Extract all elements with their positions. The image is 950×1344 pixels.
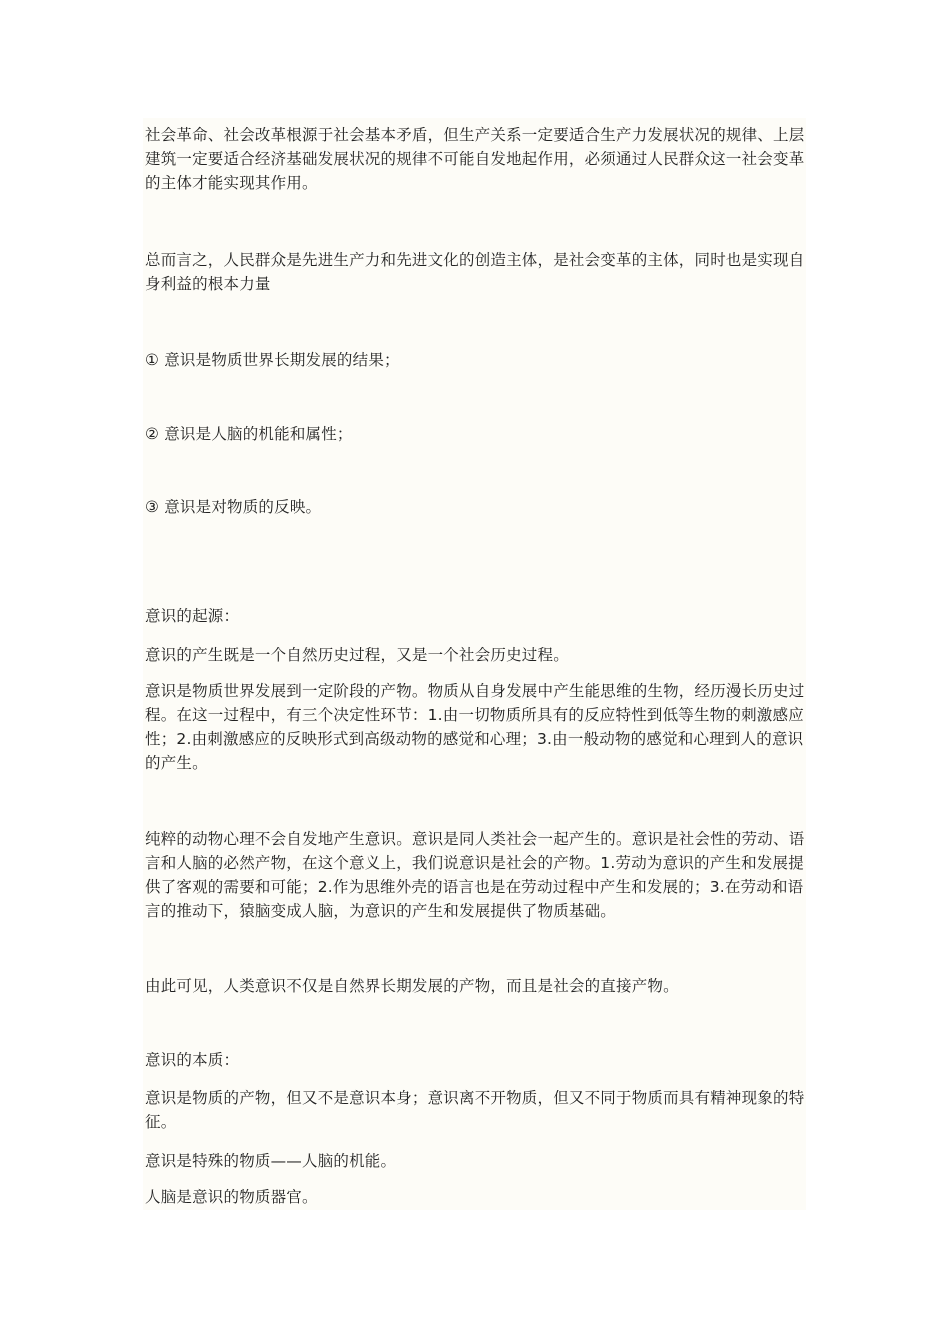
list-item-consciousness-brain: ② 意识是人脑的机能和属性； — [145, 425, 353, 443]
paragraph-origin-process: 意识的产生既是一个自然历史过程，又是一个社会历史过程。 — [145, 646, 569, 664]
list-item-consciousness-result: ① 意识是物质世界长期发展的结果； — [145, 351, 400, 369]
paragraph-social-product: 纯粹的动物心理不会自发地产生意识。意识是同人类社会一起产生的。意识是社会性的劳动、语言和人脑的必然产物，在这个意义上，我们说意识是社会的产物。1.劳动为意识的产生和发展提供了客观的需要和可能；2.作为思维外壳的语言也是在劳动过程中产生和发展的；3.在劳动和语言的推动下，猿脑变成人脑，为意识的产生和发展提供了物质基础。 — [145, 830, 805, 920]
paragraph-social-revolution: 社会革命、社会改革根源于社会基本矛盾，但生产关系一定要适合生产力发展状况的规律、上层建筑一定要适合经济基础发展状况的规律不可能自发地起作用，必须通过人民群众这一社会变革的主体才能实现其作用。 — [145, 126, 805, 192]
paragraph-brain-organ: 人脑是意识的物质器官。 — [145, 1188, 318, 1206]
paragraph-conclusion: 由此可见，人类意识不仅是自然界长期发展的产物，而且是社会的直接产物。 — [145, 977, 679, 995]
paragraph-essence-product: 意识是物质的产物，但又不是意识本身；意识离不开物质，但又不同于物质而具有精神现象的特征。 — [145, 1089, 805, 1131]
heading-origin: 意识的起源： — [145, 607, 240, 625]
paragraph-essence-brain-function: 意识是特殊的物质——人脑的机能。 — [145, 1152, 397, 1170]
heading-essence: 意识的本质： — [145, 1051, 240, 1069]
paragraph-summary: 总而言之，人民群众是先进生产力和先进文化的创造主体，是社会变革的主体，同时也是实现自身利益的根本力量 — [145, 251, 805, 293]
paragraph-origin-stages: 意识是物质世界发展到一定阶段的产物。物质从自身发展中产生能思维的生物，经历漫长历史过程。在这一过程中，有三个决定性环节：1.由一切物质所具有的反应特性到低等生物的刺激感应性；2.由刺激感应的反映形式到高级动物的感觉和心理；3.由一般动物的感觉和心理到人的意识的产生。 — [145, 682, 805, 772]
list-item-consciousness-reflection: ③ 意识是对物质的反映。 — [145, 498, 322, 516]
